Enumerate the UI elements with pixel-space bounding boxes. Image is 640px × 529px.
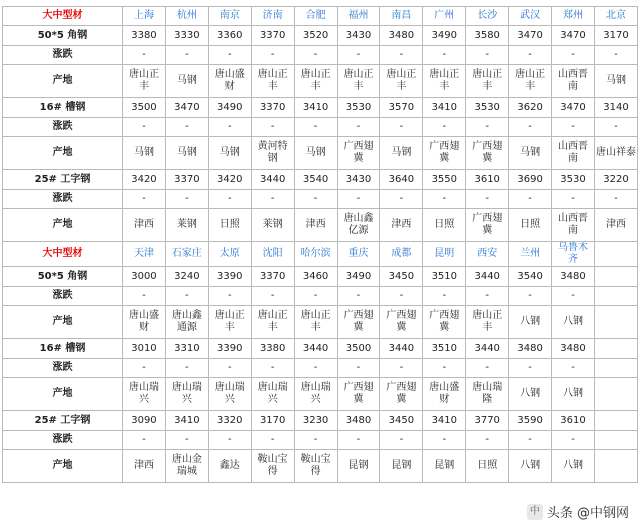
origin-cell: 唐山瑞兴 bbox=[165, 378, 208, 411]
change-cell: - bbox=[552, 287, 595, 306]
origin-cell: 津西 bbox=[294, 209, 337, 242]
product-name: 50*5 角钢 bbox=[3, 267, 123, 287]
change-cell: - bbox=[380, 287, 423, 306]
change-cell: - bbox=[165, 46, 208, 65]
origin-cell: 唐山盛财 bbox=[208, 65, 251, 98]
origin-cell: 日照 bbox=[466, 450, 509, 483]
origin-cell: 唐山正丰 bbox=[466, 306, 509, 339]
price-cell: 3530 bbox=[466, 98, 509, 118]
price-cell: 3490 bbox=[337, 267, 380, 287]
origin-cell: 广西翅冀 bbox=[423, 306, 466, 339]
price-cell: 3530 bbox=[552, 170, 595, 190]
price-cell: 3610 bbox=[466, 170, 509, 190]
origin-row bbox=[3, 137, 638, 170]
city-header: 杭州 bbox=[165, 7, 208, 26]
city-header: 兰州 bbox=[509, 242, 552, 267]
origin-cell: 唐山瑞兴 bbox=[123, 378, 166, 411]
price-cell: 3460 bbox=[294, 267, 337, 287]
price-cell bbox=[594, 267, 637, 287]
city-header: 石家庄 bbox=[165, 242, 208, 267]
change-cell: - bbox=[208, 190, 251, 209]
price-cell: 3430 bbox=[337, 26, 380, 46]
change-cell: - bbox=[123, 287, 166, 306]
change-label: 涨跌 bbox=[3, 431, 123, 450]
city-header: 成都 bbox=[380, 242, 423, 267]
origin-row bbox=[3, 378, 638, 411]
change-cell: - bbox=[466, 359, 509, 378]
price-cell: 3330 bbox=[165, 26, 208, 46]
city-header-row bbox=[3, 7, 638, 26]
change-cell bbox=[594, 359, 637, 378]
price-cell: 3480 bbox=[509, 339, 552, 359]
change-cell: - bbox=[423, 287, 466, 306]
price-cell: 3640 bbox=[380, 170, 423, 190]
price-cell: 3440 bbox=[466, 339, 509, 359]
change-cell: - bbox=[251, 118, 294, 137]
city-header: 南昌 bbox=[380, 7, 423, 26]
price-cell: 3420 bbox=[123, 170, 166, 190]
change-cell: - bbox=[165, 118, 208, 137]
change-cell: - bbox=[509, 359, 552, 378]
price-cell: 3420 bbox=[208, 170, 251, 190]
change-label: 涨跌 bbox=[3, 287, 123, 306]
origin-cell: 广西翅冀 bbox=[423, 137, 466, 170]
change-cell: - bbox=[294, 431, 337, 450]
origin-cell: 日照 bbox=[423, 209, 466, 242]
change-cell: - bbox=[423, 46, 466, 65]
change-cell: - bbox=[337, 287, 380, 306]
change-cell: - bbox=[380, 190, 423, 209]
city-header: 长沙 bbox=[466, 7, 509, 26]
origin-cell: 日照 bbox=[208, 209, 251, 242]
change-cell: - bbox=[466, 118, 509, 137]
origin-cell: 唐山盛财 bbox=[123, 306, 166, 339]
price-cell: 3690 bbox=[509, 170, 552, 190]
origin-cell: 马钢 bbox=[594, 65, 637, 98]
price-cell: 3770 bbox=[466, 411, 509, 431]
origin-cell: 昆钢 bbox=[337, 450, 380, 483]
change-cell: - bbox=[165, 431, 208, 450]
origin-label: 产地 bbox=[3, 378, 123, 411]
product-name: 16# 槽钢 bbox=[3, 98, 123, 118]
price-cell: 3440 bbox=[466, 267, 509, 287]
change-cell: - bbox=[423, 431, 466, 450]
change-cell: - bbox=[123, 190, 166, 209]
origin-cell: 广西翅冀 bbox=[380, 378, 423, 411]
city-header bbox=[594, 242, 637, 267]
price-cell: 3450 bbox=[380, 411, 423, 431]
change-cell: - bbox=[423, 118, 466, 137]
price-cell: 3010 bbox=[123, 339, 166, 359]
price-cell: 3490 bbox=[423, 26, 466, 46]
change-cell: - bbox=[423, 359, 466, 378]
price-cell: 3540 bbox=[294, 170, 337, 190]
city-header: 北京 bbox=[594, 7, 637, 26]
change-row bbox=[3, 287, 638, 306]
origin-cell: 昆钢 bbox=[380, 450, 423, 483]
price-cell: 3430 bbox=[337, 170, 380, 190]
change-cell: - bbox=[208, 431, 251, 450]
city-header: 南京 bbox=[208, 7, 251, 26]
price-cell: 3410 bbox=[423, 411, 466, 431]
origin-cell: 八钢 bbox=[552, 450, 595, 483]
change-cell: - bbox=[337, 190, 380, 209]
city-header: 沈阳 bbox=[251, 242, 294, 267]
origin-cell: 唐山正丰 bbox=[466, 65, 509, 98]
change-cell: - bbox=[380, 46, 423, 65]
change-cell: - bbox=[509, 190, 552, 209]
change-cell: - bbox=[594, 190, 637, 209]
price-table-wrapper bbox=[2, 6, 638, 483]
price-cell: 3520 bbox=[294, 26, 337, 46]
change-cell: - bbox=[337, 359, 380, 378]
price-cell: 3140 bbox=[594, 98, 637, 118]
change-cell: - bbox=[208, 46, 251, 65]
price-cell: 3310 bbox=[165, 339, 208, 359]
change-cell: - bbox=[251, 190, 294, 209]
price-cell: 3550 bbox=[423, 170, 466, 190]
change-cell: - bbox=[337, 46, 380, 65]
change-cell: - bbox=[123, 431, 166, 450]
price-cell: 3380 bbox=[123, 26, 166, 46]
city-header: 福州 bbox=[337, 7, 380, 26]
price-cell: 3580 bbox=[466, 26, 509, 46]
city-header: 天津 bbox=[123, 242, 166, 267]
origin-cell: 津西 bbox=[380, 209, 423, 242]
city-header: 哈尔滨 bbox=[294, 242, 337, 267]
origin-cell: 唐山瑞兴 bbox=[251, 378, 294, 411]
change-cell: - bbox=[552, 359, 595, 378]
origin-cell: 唐山金瑞城 bbox=[165, 450, 208, 483]
origin-label: 产地 bbox=[3, 65, 123, 98]
price-cell: 3440 bbox=[294, 339, 337, 359]
origin-cell: 八钢 bbox=[552, 306, 595, 339]
price-cell: 3410 bbox=[294, 98, 337, 118]
origin-cell: 津西 bbox=[594, 209, 637, 242]
origin-label: 产地 bbox=[3, 209, 123, 242]
origin-cell: 广西翅冀 bbox=[337, 137, 380, 170]
origin-cell: 马钢 bbox=[165, 65, 208, 98]
origin-cell: 黄河特钢 bbox=[251, 137, 294, 170]
price-cell: 3470 bbox=[552, 26, 595, 46]
product-name: 50*5 角钢 bbox=[3, 26, 123, 46]
category-label: 大中型材 bbox=[3, 242, 123, 267]
price-cell: 3240 bbox=[165, 267, 208, 287]
change-cell: - bbox=[337, 118, 380, 137]
price-cell: 3370 bbox=[251, 267, 294, 287]
origin-cell: 日照 bbox=[509, 209, 552, 242]
origin-cell: 唐山正丰 bbox=[337, 65, 380, 98]
city-header: 郑州 bbox=[552, 7, 595, 26]
price-cell: 3500 bbox=[337, 339, 380, 359]
change-cell: - bbox=[294, 46, 337, 65]
change-cell: - bbox=[294, 190, 337, 209]
price-cell: 3490 bbox=[208, 98, 251, 118]
category-label: 大中型材 bbox=[3, 7, 123, 26]
origin-row bbox=[3, 209, 638, 242]
price-cell: 3230 bbox=[294, 411, 337, 431]
origin-cell: 马钢 bbox=[123, 137, 166, 170]
price-cell: 3220 bbox=[594, 170, 637, 190]
city-header: 乌鲁木齐 bbox=[552, 242, 595, 267]
origin-cell: 唐山祥泰 bbox=[594, 137, 637, 170]
city-header-row bbox=[3, 242, 638, 267]
origin-cell: 唐山正丰 bbox=[251, 65, 294, 98]
price-row bbox=[3, 411, 638, 431]
price-row bbox=[3, 170, 638, 190]
origin-cell: 唐山正丰 bbox=[423, 65, 466, 98]
change-row bbox=[3, 431, 638, 450]
change-cell: - bbox=[251, 359, 294, 378]
price-cell: 3450 bbox=[380, 267, 423, 287]
change-cell: - bbox=[123, 118, 166, 137]
change-cell: - bbox=[294, 118, 337, 137]
change-row bbox=[3, 359, 638, 378]
price-cell: 3370 bbox=[251, 98, 294, 118]
origin-cell: 津西 bbox=[123, 450, 166, 483]
change-cell: - bbox=[466, 287, 509, 306]
change-cell: - bbox=[123, 359, 166, 378]
price-cell: 3390 bbox=[208, 267, 251, 287]
origin-cell: 唐山瑞兴 bbox=[294, 378, 337, 411]
origin-row bbox=[3, 306, 638, 339]
change-cell: - bbox=[165, 190, 208, 209]
origin-cell: 莱钢 bbox=[251, 209, 294, 242]
change-cell: - bbox=[509, 46, 552, 65]
price-cell: 3390 bbox=[208, 339, 251, 359]
change-cell: - bbox=[123, 46, 166, 65]
steel-price-table bbox=[2, 6, 638, 483]
price-cell: 3170 bbox=[251, 411, 294, 431]
origin-cell: 唐山正丰 bbox=[294, 306, 337, 339]
origin-cell: 津西 bbox=[123, 209, 166, 242]
origin-row bbox=[3, 65, 638, 98]
price-table-body bbox=[3, 7, 638, 483]
origin-cell: 八钢 bbox=[509, 306, 552, 339]
price-cell bbox=[594, 339, 637, 359]
price-cell: 3610 bbox=[552, 411, 595, 431]
change-cell: - bbox=[165, 359, 208, 378]
origin-cell bbox=[594, 450, 637, 483]
origin-cell bbox=[594, 378, 637, 411]
price-cell: 3440 bbox=[251, 170, 294, 190]
price-cell: 3590 bbox=[509, 411, 552, 431]
price-row bbox=[3, 267, 638, 287]
change-cell: - bbox=[552, 46, 595, 65]
origin-cell: 广西翅冀 bbox=[380, 306, 423, 339]
city-header: 重庆 bbox=[337, 242, 380, 267]
change-cell: - bbox=[294, 287, 337, 306]
price-cell: 3170 bbox=[594, 26, 637, 46]
origin-cell: 唐山瑞隆 bbox=[466, 378, 509, 411]
change-cell: - bbox=[594, 46, 637, 65]
origin-cell: 马钢 bbox=[380, 137, 423, 170]
price-cell bbox=[594, 411, 637, 431]
change-cell: - bbox=[380, 118, 423, 137]
origin-label: 产地 bbox=[3, 450, 123, 483]
change-cell: - bbox=[466, 190, 509, 209]
change-cell: - bbox=[423, 190, 466, 209]
price-row bbox=[3, 339, 638, 359]
price-row bbox=[3, 98, 638, 118]
origin-cell: 广西翅冀 bbox=[466, 209, 509, 242]
origin-label: 产地 bbox=[3, 306, 123, 339]
change-cell bbox=[594, 431, 637, 450]
change-label: 涨跌 bbox=[3, 118, 123, 137]
change-cell: - bbox=[251, 46, 294, 65]
origin-cell: 马钢 bbox=[165, 137, 208, 170]
origin-cell: 唐山正丰 bbox=[509, 65, 552, 98]
price-row bbox=[3, 26, 638, 46]
origin-cell: 唐山正丰 bbox=[208, 306, 251, 339]
price-cell: 3500 bbox=[123, 98, 166, 118]
price-cell: 3480 bbox=[552, 339, 595, 359]
price-cell: 3470 bbox=[509, 26, 552, 46]
change-cell bbox=[594, 287, 637, 306]
price-cell: 3380 bbox=[251, 339, 294, 359]
change-row bbox=[3, 46, 638, 65]
change-row bbox=[3, 118, 638, 137]
change-cell: - bbox=[509, 431, 552, 450]
watermark-text: 头条 @中钢网 bbox=[546, 506, 629, 521]
origin-cell: 唐山鑫通源 bbox=[165, 306, 208, 339]
city-header: 昆明 bbox=[423, 242, 466, 267]
change-cell: - bbox=[208, 287, 251, 306]
price-cell: 3510 bbox=[423, 267, 466, 287]
origin-cell: 马钢 bbox=[294, 137, 337, 170]
price-cell: 3510 bbox=[423, 339, 466, 359]
product-name: 25# 工字钢 bbox=[3, 170, 123, 190]
origin-cell: 山西晋南 bbox=[552, 209, 595, 242]
origin-cell: 莱钢 bbox=[165, 209, 208, 242]
product-name: 25# 工字钢 bbox=[3, 411, 123, 431]
city-header: 武汉 bbox=[509, 7, 552, 26]
origin-cell: 唐山盛财 bbox=[423, 378, 466, 411]
change-cell: - bbox=[466, 46, 509, 65]
origin-cell: 马钢 bbox=[208, 137, 251, 170]
origin-cell: 八钢 bbox=[509, 450, 552, 483]
change-cell: - bbox=[251, 287, 294, 306]
change-cell: - bbox=[165, 287, 208, 306]
origin-cell: 山西晋南 bbox=[552, 137, 595, 170]
price-cell: 3360 bbox=[208, 26, 251, 46]
origin-cell: 唐山正丰 bbox=[251, 306, 294, 339]
origin-cell: 唐山正丰 bbox=[294, 65, 337, 98]
city-header: 太原 bbox=[208, 242, 251, 267]
price-cell: 3530 bbox=[337, 98, 380, 118]
watermark bbox=[524, 502, 632, 521]
origin-cell: 马钢 bbox=[509, 137, 552, 170]
change-cell: - bbox=[509, 287, 552, 306]
origin-cell: 唐山瑞兴 bbox=[208, 378, 251, 411]
city-header: 上海 bbox=[123, 7, 166, 26]
origin-cell: 八钢 bbox=[509, 378, 552, 411]
price-cell: 3480 bbox=[380, 26, 423, 46]
change-cell: - bbox=[380, 359, 423, 378]
price-cell: 3090 bbox=[123, 411, 166, 431]
price-cell: 3470 bbox=[552, 98, 595, 118]
change-cell: - bbox=[337, 431, 380, 450]
change-cell: - bbox=[208, 118, 251, 137]
price-cell: 3480 bbox=[552, 267, 595, 287]
change-cell: - bbox=[552, 118, 595, 137]
change-label: 涨跌 bbox=[3, 46, 123, 65]
price-cell: 3440 bbox=[380, 339, 423, 359]
origin-cell: 鞍山宝得 bbox=[251, 450, 294, 483]
price-cell: 3470 bbox=[165, 98, 208, 118]
origin-cell bbox=[594, 306, 637, 339]
city-header: 合肥 bbox=[294, 7, 337, 26]
origin-cell: 唐山正丰 bbox=[123, 65, 166, 98]
price-cell: 3000 bbox=[123, 267, 166, 287]
price-cell: 3570 bbox=[380, 98, 423, 118]
product-name: 16# 槽钢 bbox=[3, 339, 123, 359]
change-cell: - bbox=[509, 118, 552, 137]
price-cell: 3480 bbox=[337, 411, 380, 431]
origin-cell: 唐山正丰 bbox=[380, 65, 423, 98]
change-cell: - bbox=[294, 359, 337, 378]
city-header: 济南 bbox=[251, 7, 294, 26]
origin-cell: 广西翅冀 bbox=[337, 306, 380, 339]
price-cell: 3540 bbox=[509, 267, 552, 287]
change-label: 涨跌 bbox=[3, 359, 123, 378]
watermark-logo-icon: 中 bbox=[527, 504, 543, 520]
origin-row bbox=[3, 450, 638, 483]
city-header: 广州 bbox=[423, 7, 466, 26]
origin-label: 产地 bbox=[3, 137, 123, 170]
origin-cell: 广西翅冀 bbox=[337, 378, 380, 411]
price-cell: 3410 bbox=[165, 411, 208, 431]
origin-cell: 唐山鑫亿源 bbox=[337, 209, 380, 242]
change-cell: - bbox=[552, 431, 595, 450]
price-cell: 3320 bbox=[208, 411, 251, 431]
change-cell: - bbox=[466, 431, 509, 450]
origin-cell: 广西翅冀 bbox=[466, 137, 509, 170]
change-cell: - bbox=[594, 118, 637, 137]
origin-cell: 八钢 bbox=[552, 378, 595, 411]
change-cell: - bbox=[380, 431, 423, 450]
city-header: 西安 bbox=[466, 242, 509, 267]
change-cell: - bbox=[251, 431, 294, 450]
price-cell: 3410 bbox=[423, 98, 466, 118]
origin-cell: 山西晋南 bbox=[552, 65, 595, 98]
change-label: 涨跌 bbox=[3, 190, 123, 209]
change-cell: - bbox=[552, 190, 595, 209]
price-cell: 3370 bbox=[165, 170, 208, 190]
change-cell: - bbox=[208, 359, 251, 378]
origin-cell: 鑫达 bbox=[208, 450, 251, 483]
price-cell: 3370 bbox=[251, 26, 294, 46]
change-row bbox=[3, 190, 638, 209]
origin-cell: 昆钢 bbox=[423, 450, 466, 483]
origin-cell: 鞍山宝得 bbox=[294, 450, 337, 483]
price-cell: 3620 bbox=[509, 98, 552, 118]
